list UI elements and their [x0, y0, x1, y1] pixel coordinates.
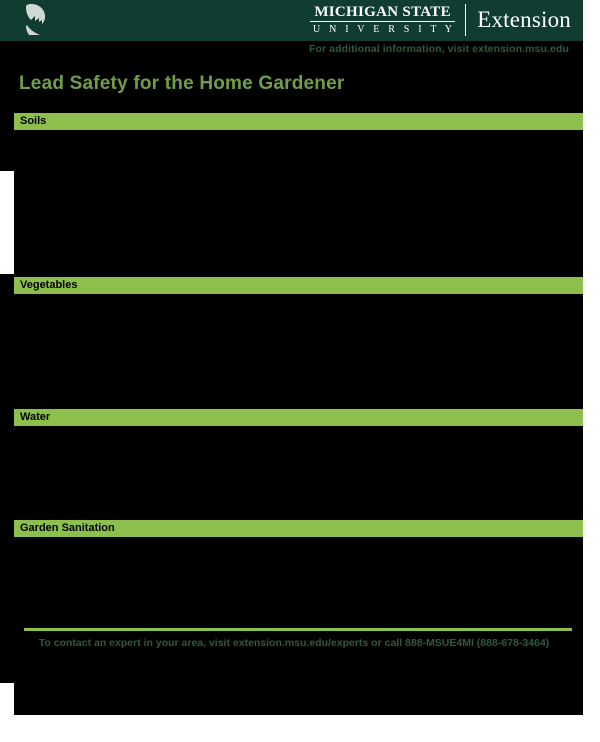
spartan-helmet-icon: [20, 3, 50, 37]
footer-contact-line: To contact an expert in your area, visit extension.msu.edu/experts or call 888-MSUE4MI (888-678-3464): [38, 637, 550, 649]
page-gutter-bottom: [0, 715, 600, 742]
section-body-garden-sanitation: [14, 537, 583, 625]
section-body-vegetables: [14, 294, 583, 409]
page-title: Lead Safety for the Home Gardener: [19, 73, 345, 94]
extension-label: Extension: [477, 7, 571, 32]
msu-name-line1: MICHIGAN STATE: [310, 4, 455, 22]
page-gutter-right: [583, 0, 600, 742]
footer-divider: [24, 628, 572, 631]
page-notch-right: [583, 171, 600, 274]
msu-name-line2: U N I V E R S I T Y: [313, 23, 456, 35]
page-notch-bottom-left: [0, 683, 14, 715]
section-heading-garden-sanitation: Garden Sanitation: [14, 520, 583, 537]
section-heading-soils: Soils: [14, 113, 583, 130]
page-notch-left: [0, 171, 14, 274]
section-heading-water: Water: [14, 409, 583, 426]
msu-wordmark: [310, 2, 571, 38]
section-body-water: [14, 426, 583, 520]
section-body-soils: [14, 130, 583, 277]
additional-info-line: For additional information, visit extension.msu.edu: [308, 43, 569, 55]
document-header: [0, 0, 583, 41]
section-heading-vegetables: Vegetables: [14, 277, 583, 294]
subheader-bar: [0, 41, 583, 61]
